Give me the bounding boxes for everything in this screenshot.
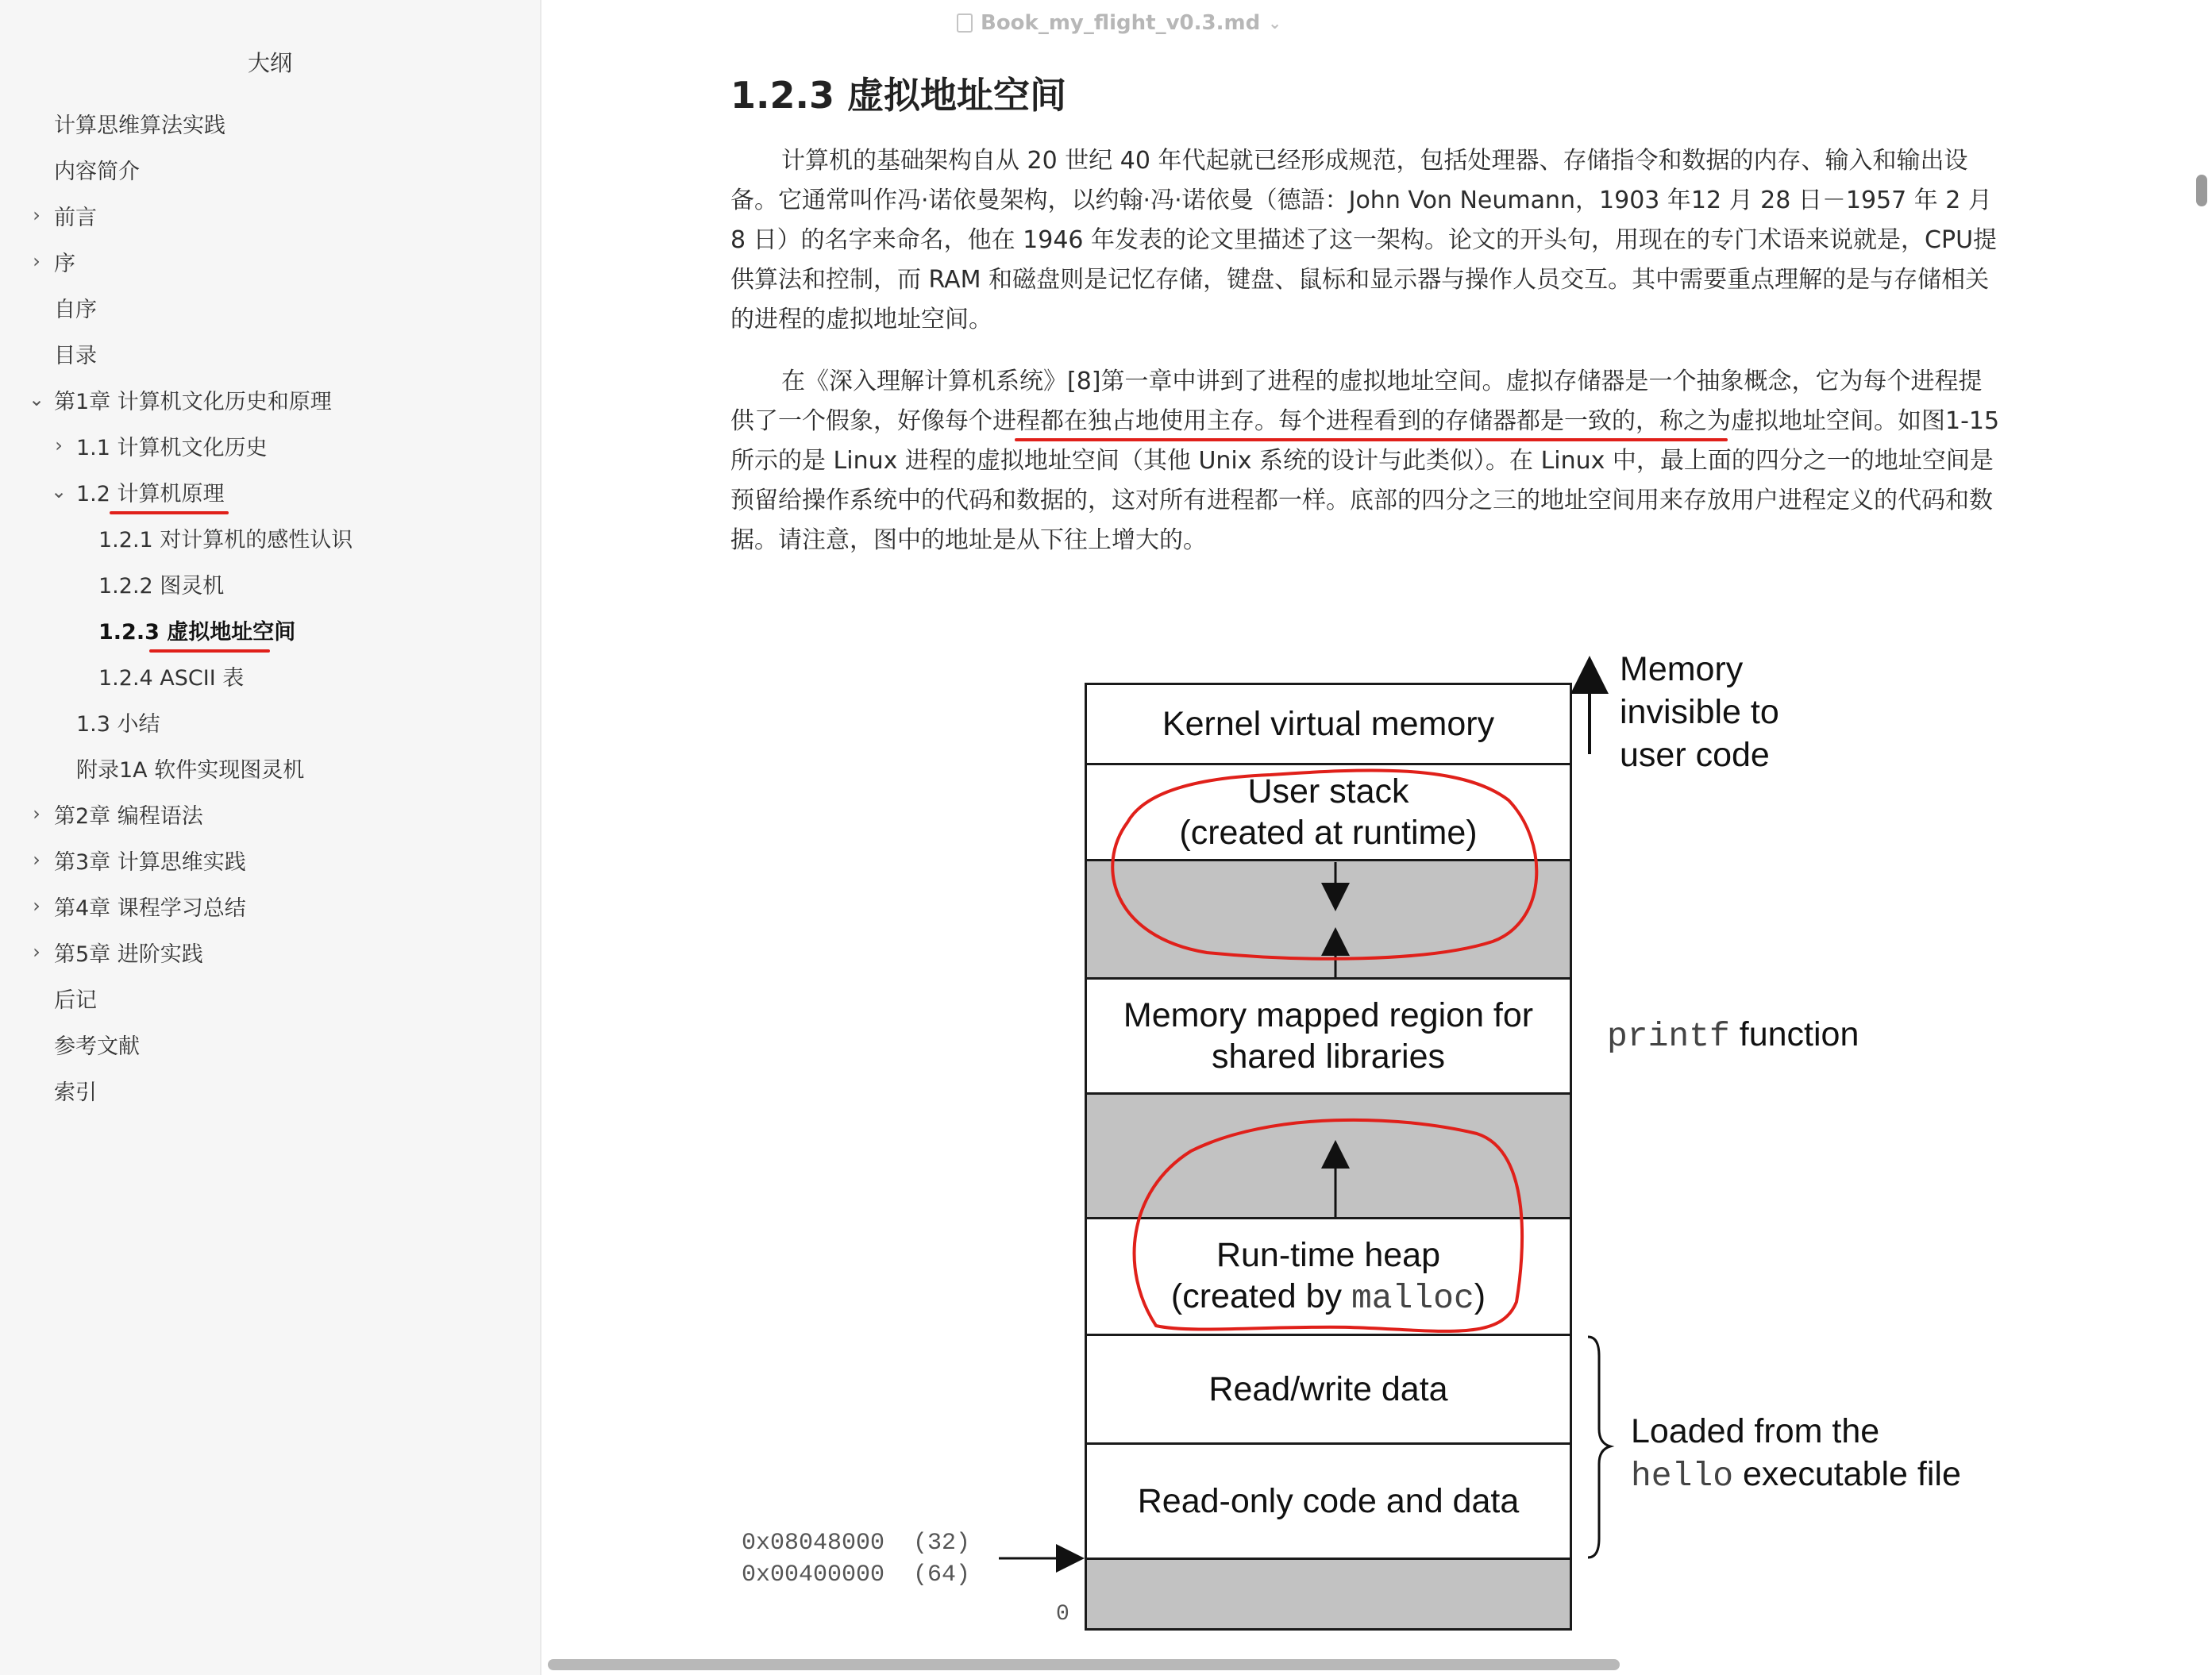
outline-item-label: 第3章 计算思维实践 <box>54 849 246 875</box>
loaded-line-1: Loaded from the <box>1631 1412 1880 1450</box>
hello-code: hello <box>1631 1457 1734 1496</box>
outline-item-label: 内容简介 <box>54 159 140 184</box>
outline-item-label: 1.2 计算机原理 <box>76 481 225 506</box>
rw-data-label: Read/write data <box>1208 1370 1448 1408</box>
heap-label-2-suffix: ) <box>1474 1276 1486 1315</box>
address-zero-label: 0 <box>1056 1602 1069 1627</box>
outline-item-label: 1.2.2 图灵机 <box>98 573 225 599</box>
stack-label-2: (created at runtime) <box>1179 814 1478 852</box>
heap-label-1: Run-time heap <box>1216 1235 1441 1274</box>
outline-item-label: 参考文献 <box>54 1034 140 1059</box>
malloc-code: malloc <box>1351 1278 1474 1318</box>
printf-code: printf <box>1607 1017 1730 1056</box>
paragraph-text: 计算机的基础架构自从 20 世纪 40 年代起就已经形成规范，包括处理器、存储指令和数据的内存、输入和输出设备。它通常叫作冯·诺依曼架构，以约翰·冯·诺依曼（德語：John Von Neumann，1903 年12 月 28 日－1957 年 2 月 8 日）的名字来命名，他在 1946 年发表的论文里描述了这一架构。论文的开头句，用现在的专门术语来说就是，CPU提 供算法和控制，而 RAM 和磁盘则是记忆存储，键盘、鼠标和显示器与操作人员交互。其中需要重点理解的是与存储相关的进程的虚拟地址空间。 <box>730 147 1998 333</box>
kernel-label: Kernel virtual memory <box>1162 705 1495 743</box>
outline-item-label: 1.2.3 虚拟地址空间 <box>98 619 296 645</box>
printf-text: function <box>1739 1015 1859 1053</box>
chevron-right-icon[interactable]: › <box>33 250 40 272</box>
chevron-right-icon[interactable]: › <box>33 849 40 871</box>
outline-item-label: 1.2.4 ASCII 表 <box>98 665 245 691</box>
outline-item-label: 自序 <box>54 297 97 322</box>
chevron-down-icon[interactable]: ⌄ <box>1268 13 1281 33</box>
chevron-down-icon[interactable]: ⌄ <box>50 480 67 502</box>
section-heading: 1.2.3 虚拟地址空间 <box>730 74 1066 117</box>
invisible-line-2: invisible to <box>1620 693 1779 731</box>
outline-item-label: 前言 <box>54 205 97 230</box>
loaded-line-2: executable file <box>1742 1455 1961 1493</box>
chevron-down-icon[interactable]: ⌄ <box>28 388 45 410</box>
outline-item-label: 第5章 进阶实践 <box>54 941 203 967</box>
vertical-scrollbar[interactable] <box>2196 175 2207 206</box>
outline-item-label: 1.1 计算机文化历史 <box>76 435 268 460</box>
document-title-text: Book_my_flight_v0.3.md <box>981 11 1261 35</box>
chevron-right-icon[interactable]: › <box>33 895 40 917</box>
stack-label-1: User stack <box>1247 772 1409 811</box>
outline-item-label: 索引 <box>54 1080 97 1105</box>
outline-title: 大纲 <box>247 50 292 76</box>
red-circle-annotation <box>1112 770 1536 958</box>
mmap-label-1: Memory mapped region for <box>1123 996 1534 1034</box>
outline-item-label: 第1章 计算机文化历史和原理 <box>54 389 332 414</box>
chevron-right-icon[interactable]: › <box>33 204 40 226</box>
outline-item-label: 1.2.1 对计算机的感性认识 <box>98 527 353 553</box>
chevron-right-icon[interactable]: › <box>55 434 63 456</box>
invisible-line-3: user code <box>1620 736 1770 774</box>
outline-item-label: 附录1A 软件实现图灵机 <box>76 757 305 783</box>
outline-item-label: 后记 <box>54 988 97 1013</box>
brace-icon <box>1588 1337 1610 1558</box>
heap-label-2-prefix: (created by <box>1170 1276 1351 1315</box>
outline-item-label: 第4章 课程学习总结 <box>54 895 246 921</box>
paragraph-text: 在《深入理解计算机系统》[8]第一章中讲到了进程的虚拟地址空间。虚拟存储器是一个抽象概念，它为每个进程提供了一个假象，好像每个进程都在独占地使用主存。每个进程看到的存储器都是一致的，称之为虚拟地址空间。如图1-15所示的是 Linux 进程的虚拟地址空间（其他 Unix 系统的设计与此类似）。在 Linux 中，最上面的四分之一的地址空间是预留给操作系统中的代码和数据的，这对所有进程都一样。底部的四分之三的地址空间用来存放用户进程定义的代码和数据。请注意，图中的地址是从下往上增大的。 <box>730 368 2000 554</box>
outline-item-label: 计算思维算法实践 <box>54 113 225 138</box>
red-circle-annotation <box>1135 1120 1523 1331</box>
horizontal-scrollbar[interactable] <box>548 1659 1620 1670</box>
chevron-right-icon[interactable]: › <box>33 941 40 963</box>
ro-data-label: Read-only code and data <box>1137 1482 1520 1520</box>
outline-item-label: 序 <box>54 251 75 276</box>
invisible-line-1: Memory <box>1620 650 1744 688</box>
outline-item-label: 目录 <box>54 343 97 368</box>
outline-item-label: 第2章 编程语法 <box>54 803 203 829</box>
chevron-right-icon[interactable]: › <box>33 803 40 825</box>
address-label-64: 0x00400000 (64) <box>742 1561 971 1588</box>
outline-item-label: 1.3 小结 <box>76 711 160 737</box>
address-label-32: 0x08048000 (32) <box>742 1530 971 1557</box>
mmap-label-2: shared libraries <box>1212 1038 1445 1076</box>
